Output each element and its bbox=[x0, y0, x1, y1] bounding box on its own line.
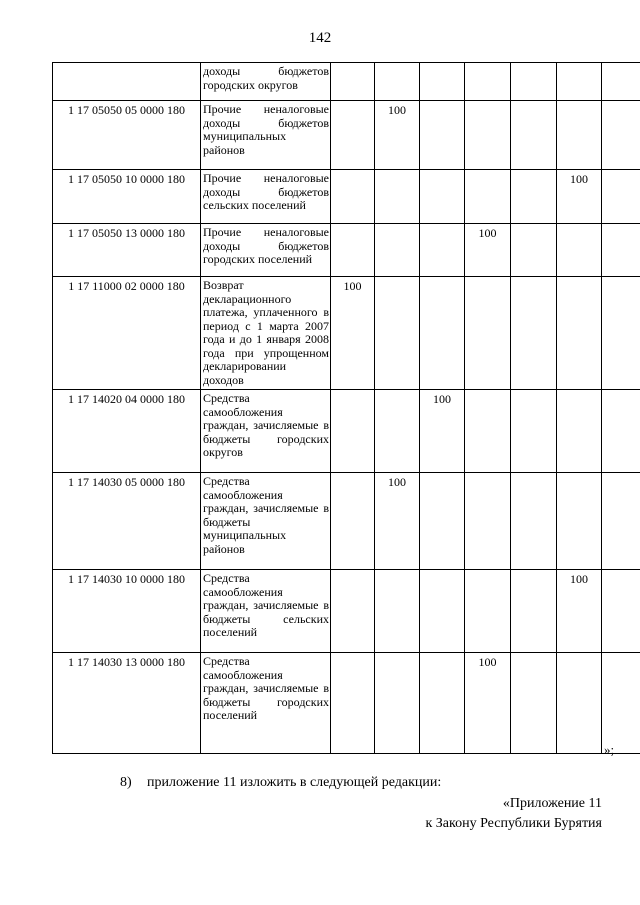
share-cell bbox=[465, 101, 511, 170]
share-cell bbox=[375, 570, 420, 653]
share-cell bbox=[602, 63, 640, 101]
share-cell bbox=[602, 570, 640, 653]
table-body bbox=[53, 63, 640, 754]
share-cell: 100 bbox=[375, 101, 420, 170]
share-cell bbox=[602, 224, 640, 277]
amendment-item bbox=[120, 775, 441, 791]
share-cell: 100 bbox=[420, 390, 465, 473]
share-cell bbox=[465, 277, 511, 390]
share-cell bbox=[602, 277, 640, 390]
revenue-name-cell: доходы бюджетов городских округов bbox=[201, 63, 331, 101]
share-cell bbox=[511, 63, 557, 101]
share-cell bbox=[420, 101, 465, 170]
share-cell: 100 bbox=[465, 224, 511, 277]
share-cell bbox=[602, 390, 640, 473]
table-row bbox=[53, 101, 640, 170]
share-cell bbox=[602, 473, 640, 570]
share-cell bbox=[465, 63, 511, 101]
share-cell bbox=[331, 473, 375, 570]
share-cell bbox=[557, 224, 602, 277]
share-cell: 100 bbox=[557, 170, 602, 224]
revenue-code-cell: 1 17 14030 10 0000 180 bbox=[53, 570, 201, 653]
appendix-title: «Приложение 11 bbox=[502, 796, 602, 811]
revenue-code-cell: 1 17 14030 05 0000 180 bbox=[53, 473, 201, 570]
revenue-name-cell: Средства самообложения граждан, зачисляемые в бюджеты сельских поселений bbox=[201, 570, 331, 653]
page-number: 142 bbox=[308, 30, 332, 46]
share-cell bbox=[420, 653, 465, 754]
share-cell bbox=[375, 653, 420, 754]
amendment-number: 8) bbox=[120, 775, 132, 790]
revenue-code-cell: 1 17 14020 04 0000 180 bbox=[53, 390, 201, 473]
share-cell bbox=[602, 653, 640, 754]
table-row bbox=[53, 170, 640, 224]
share-cell bbox=[557, 63, 602, 101]
share-cell bbox=[511, 277, 557, 390]
budget-revenue-table bbox=[52, 62, 640, 754]
share-cell: 100 bbox=[331, 277, 375, 390]
share-cell bbox=[557, 390, 602, 473]
share-cell bbox=[557, 101, 602, 170]
share-cell bbox=[465, 570, 511, 653]
share-cell bbox=[331, 224, 375, 277]
table-row bbox=[53, 63, 640, 101]
share-cell bbox=[375, 277, 420, 390]
revenue-code-cell: 1 17 05050 13 0000 180 bbox=[53, 224, 201, 277]
table-row bbox=[53, 653, 640, 754]
share-cell: 100 bbox=[375, 473, 420, 570]
share-cell bbox=[557, 653, 602, 754]
share-cell bbox=[420, 277, 465, 390]
revenue-name-cell: Возврат декларационного платежа, уплаченного в период с 1 марта 2007 года и до 1 января 2008 года при упрощенном декларировании доходов bbox=[201, 277, 331, 390]
revenue-code-cell: 1 17 11000 02 0000 180 bbox=[53, 277, 201, 390]
share-cell bbox=[331, 390, 375, 473]
share-cell bbox=[511, 570, 557, 653]
share-cell bbox=[420, 63, 465, 101]
share-cell bbox=[465, 473, 511, 570]
table-row bbox=[53, 224, 640, 277]
share-cell bbox=[511, 653, 557, 754]
revenue-code-cell: 1 17 05050 05 0000 180 bbox=[53, 101, 201, 170]
table-row bbox=[53, 390, 640, 473]
share-cell bbox=[420, 570, 465, 653]
revenue-name-cell: Средства самообложения граждан, зачисляемые в бюджеты городских округов bbox=[201, 390, 331, 473]
share-cell bbox=[511, 473, 557, 570]
share-cell bbox=[331, 101, 375, 170]
revenue-code-cell bbox=[53, 63, 201, 101]
share-cell bbox=[331, 170, 375, 224]
revenue-name-cell: Прочие неналоговые доходы бюджетов городских поселений bbox=[201, 224, 331, 277]
revenue-code-cell: 1 17 14030 13 0000 180 bbox=[53, 653, 201, 754]
share-cell bbox=[420, 170, 465, 224]
revenue-name-cell: Средства самообложения граждан, зачисляемые в бюджеты муниципальных районов bbox=[201, 473, 331, 570]
revenue-code-cell: 1 17 05050 10 0000 180 bbox=[53, 170, 201, 224]
table-row bbox=[53, 570, 640, 653]
revenue-name-cell: Прочие неналоговые доходы бюджетов сельских поселений bbox=[201, 170, 331, 224]
share-cell bbox=[375, 170, 420, 224]
share-cell bbox=[420, 224, 465, 277]
revenue-name-cell: Средства самообложения граждан, зачисляемые в бюджеты городских поселений bbox=[201, 653, 331, 754]
share-cell: 100 bbox=[465, 653, 511, 754]
table-row bbox=[53, 473, 640, 570]
share-cell bbox=[331, 570, 375, 653]
share-cell bbox=[511, 101, 557, 170]
appendix-subtitle: к Закону Республики Бурятия bbox=[425, 816, 602, 831]
share-cell bbox=[331, 653, 375, 754]
amendment-text: приложение 11 изложить в следующей редакции: bbox=[147, 775, 442, 790]
share-cell bbox=[511, 390, 557, 473]
share-cell bbox=[420, 473, 465, 570]
share-cell bbox=[331, 63, 375, 101]
share-cell bbox=[465, 170, 511, 224]
revenue-name-cell: Прочие неналоговые доходы бюджетов муниципальных районов bbox=[201, 101, 331, 170]
share-cell bbox=[511, 224, 557, 277]
share-cell: 100 bbox=[557, 570, 602, 653]
share-cell bbox=[375, 63, 420, 101]
table-row bbox=[53, 277, 640, 390]
share-cell bbox=[602, 101, 640, 170]
closing-quote: »; bbox=[604, 742, 615, 757]
share-cell bbox=[511, 170, 557, 224]
share-cell bbox=[465, 390, 511, 473]
share-cell bbox=[375, 390, 420, 473]
share-cell bbox=[602, 170, 640, 224]
share-cell bbox=[557, 473, 602, 570]
share-cell bbox=[557, 277, 602, 390]
share-cell bbox=[375, 224, 420, 277]
